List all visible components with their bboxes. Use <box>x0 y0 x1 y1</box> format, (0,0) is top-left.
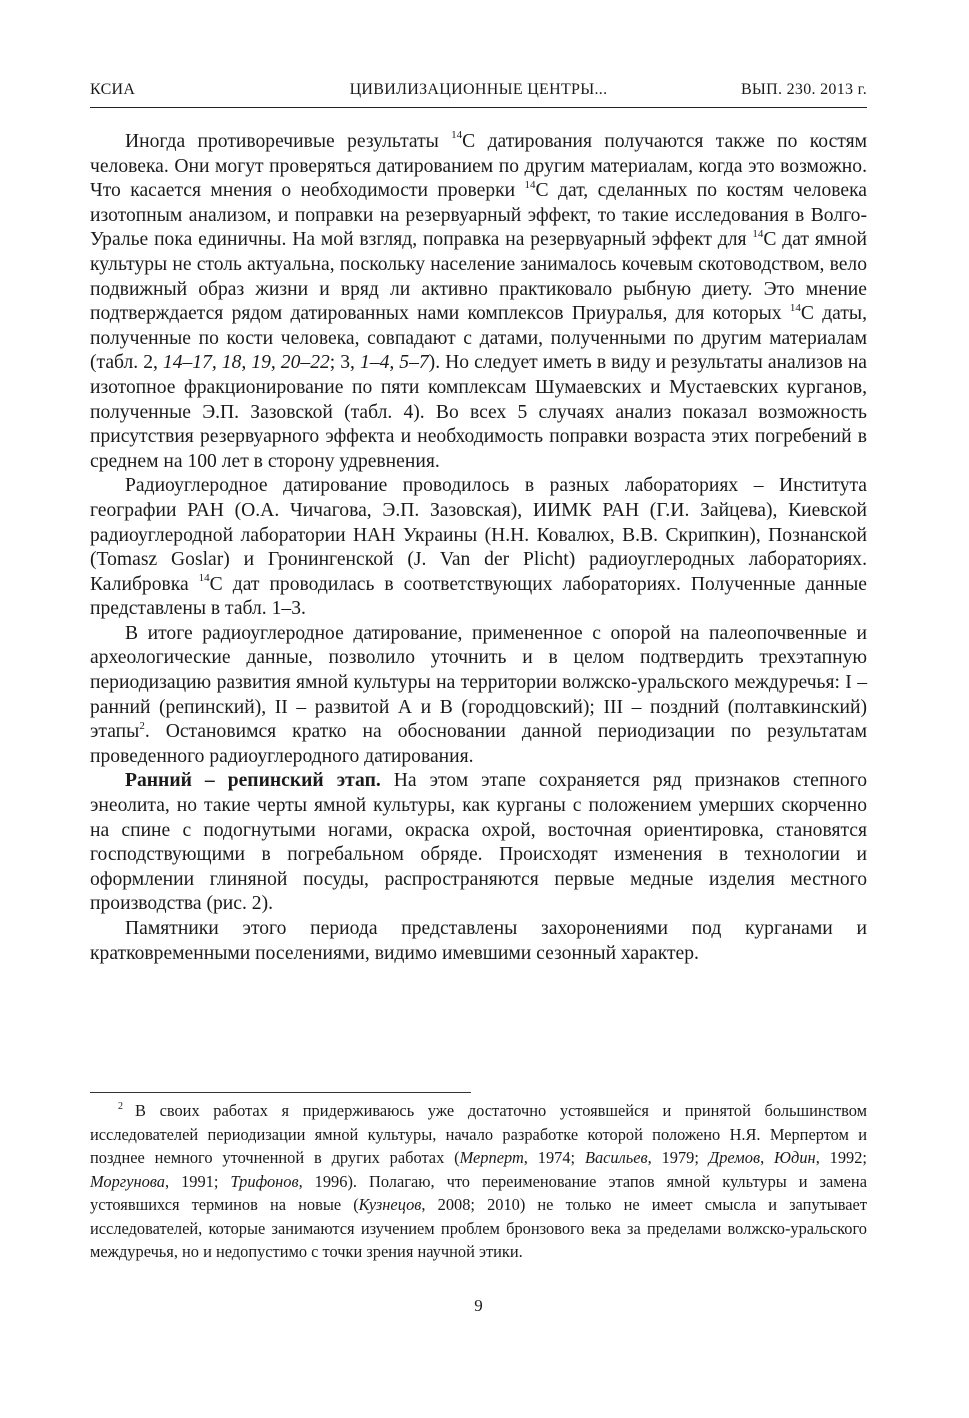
table-reference: 1–4, 5–7 <box>359 352 429 374</box>
table-reference: 14–17, 18, 19, 20–22 <box>162 352 330 374</box>
paragraph-5: Памятники этого периода представлены захоронениями под курганами и кратковременными поселениями, видимо имевшими сезонный характер. <box>90 918 867 964</box>
page-number: 9 <box>474 1296 483 1315</box>
section-heading-inline: Ранний – репинский этап. <box>125 770 381 792</box>
running-head <box>90 81 867 107</box>
paragraph-1: Иногда противоречивые результаты $^{14}$С датирования получаются также по костям человека. Они могут проверяться датированием по другим материалам, когда это возможно. Что касается мнения о необходимости проверки $^{14}$С дат, сделанных по костям человека изотопным анализом, и поправки на резервуарный эффект, то такие исследования в Волго-Уралье пока единичны. На мой взгляд, поправка на резервуарный эффект для $^{14}$С дат ямной культуры не столь актуальна, поскольку население занималось кочевым скотоводством, вело подвижный образ жизни и вряд ли активно практиковало рыбную диету. Это мнение подтверждается рядом датированных нами комплексов Приуралья, для которых $^{14}$С даты, полученные по кости человека, совпадают с датами, полученными по другим материалам (табл. 2, 14–17, 18, 19, 20–22; 3, 1–4, 5–7). Но следует иметь в виду и результаты анализов на изотопное фракционирование по пяти комплексам Шумаевских и Мустаевских курганов, полученные Э.П. Зазовской (табл. 4). Во всех 5 случаях анализ показал возможность присутствия резервуарного эффекта и необходимость поправки возраста этих погребений в среднем на 100 лет в сторону удревнения. <box>90 129 868 472</box>
page <box>90 0 867 1418</box>
superscript: 14 <box>752 227 764 240</box>
author-citation: Кузнецов <box>358 1195 422 1214</box>
superscript: 14 <box>198 572 210 585</box>
footnote: $^2$ В своих работах я придерживаюсь уже достаточно устоявшейся и принятой большинством исследователей периодизации ямной культуры, начало разработке которой положено Н.Я. Мерпертом и позднее немного уточненной в других работах (Мерперт, 1974; Васильев, 1979; Дремов, Юдин, 1992; Моргунова, 1991; Трифонов, 1996). Полагаю, что переименование этапов ямной культуры и замена устоявшихся терминов на новые (Кузнецов, 2008; 2010) не только не имеет смысла и запутывает исследователей, которые занимаются изучением проблем бронзового века за пределами волжско-уральского междуречья, но и недопустимо с точки зрения научной этики. <box>90 1100 867 1261</box>
journal-abbreviation: КСИА <box>90 81 136 98</box>
author-citation: Юдин <box>774 1148 816 1167</box>
footnote-marker[interactable]: 2 <box>139 719 145 732</box>
footnote-rule <box>90 1092 471 1093</box>
paragraph-3: В итоге радиоуглеродное датирование, примененное с опорой на палеопочвенные и археологические данные, позволило уточнить и в целом подтвердить трехэтапную периодизацию развития ямной культуры на территории волжско-уральского междуречья: I – ранний (репинский), II – развитой А и В (городцовский); III – поздний (полтавкинский) этапы$^2$. Остановимся кратко на обосновании данной периодизации по результатам проведенного радиоуглеродного датирования. <box>90 622 867 767</box>
author-citation: Мерперт <box>459 1148 524 1167</box>
author-citation: Васильев <box>584 1148 648 1167</box>
superscript: 14 <box>451 129 463 142</box>
superscript: 14 <box>524 178 536 191</box>
article-body <box>90 130 867 966</box>
author-citation: Моргунова <box>90 1171 166 1191</box>
author-citation: Дремов <box>708 1148 761 1167</box>
superscript: 14 <box>789 301 801 314</box>
paragraph-2: Радиоуглеродное датирование проводилось в разных лабораториях – Института географии РАН (О.А. Чичагова, Э.П. Зазовская), ИИМК РАН (Г.И. Зайцева), Киевской радиоуглеродной лаборатории НАН Украины (Н.Н. Ковалюх, В.В. Скрипкин), Познанской (Tomasz Goslar) и Гронингенской (J. Van der Plicht) радиоуглеродных лабораториях. Калибровка $^{14}$С дат проводилась в соответствующих лабораториях. Полученные данные представлены в табл. 1–3. <box>90 475 867 620</box>
footnote-number: 2 <box>118 1100 123 1112</box>
author-citation: Трифонов <box>230 1171 299 1191</box>
paragraph-4: Ранний – репинский этап. На этом этапе сохраняется ряд признаков степного энеолита, но такие черты ямной культуры, как курганы с положением умерших скорченно на спине с подогнутыми ногами, окраска охрой, восточная ориентировка, становятся господствующими в погребальном обряде. Происходят изменения в технологии и оформлении глиняной посуды, распространяются первые медные изделия местного производства (рис. 2). <box>90 770 867 915</box>
issue-info: ВЫП. 230. 2013 г. <box>740 81 867 98</box>
header-rule <box>90 107 867 108</box>
section-title: ЦИВИЛИЗАЦИОННЫЕ ЦЕНТРЫ... <box>349 81 608 98</box>
